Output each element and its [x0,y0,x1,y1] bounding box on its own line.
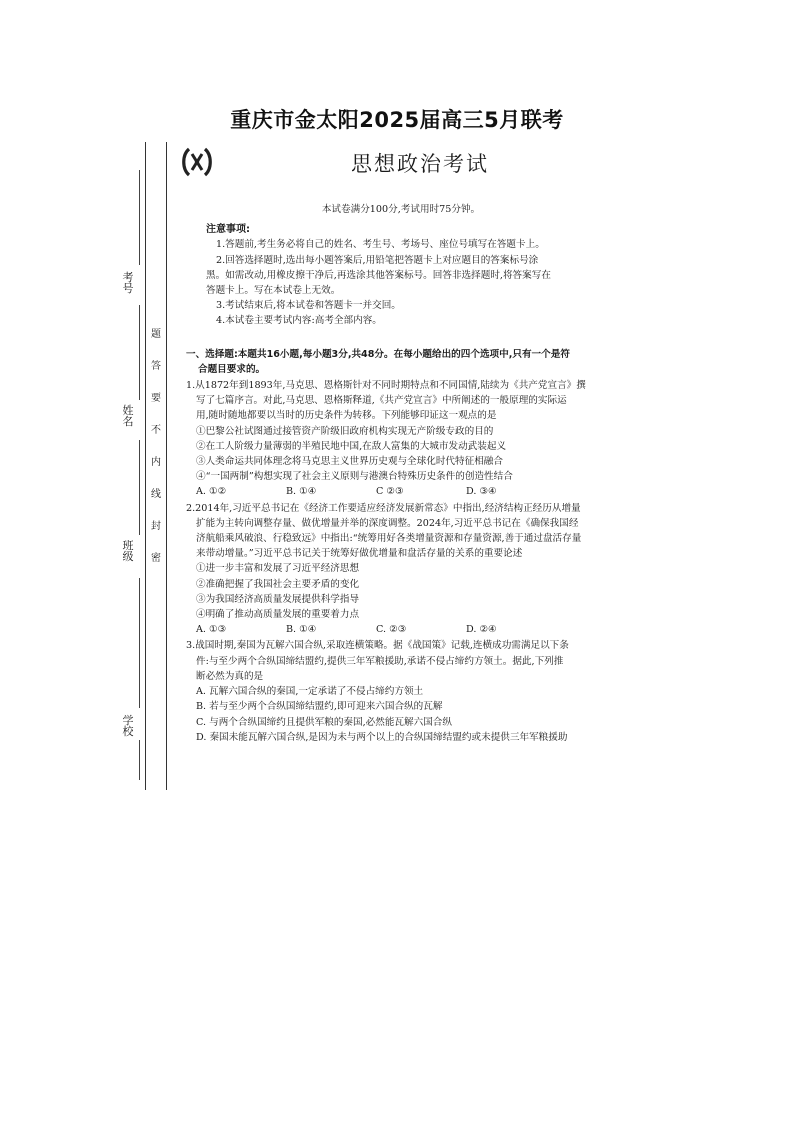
binding-line-inner [166,142,167,790]
question-stem: 济航船乘风破浪、行稳致远》中指出:“统筹用好各类增量资源和存量资源,善于通过盘活存量 [196,533,582,545]
section-heading [186,347,616,377]
seal-char: 题 [151,329,161,340]
question-stem: 来带动增量。”习近平总书记关于统筹好做优增量和盘活存量的关系的重要论述 [196,548,523,560]
statement-item: ④“一国两制”构想实现了社会主义原则与港澳台特殊历史条件的创造性结合 [196,471,513,483]
seal-char: 内 [151,457,161,468]
field-label-xingming: 姓名 [122,404,134,428]
section-heading-line: 一、选择题:本题共16小题,每小题3分,共48分。在每小题给出的四个选项中,只有一个是符 [186,348,570,360]
answer-choices [186,484,616,499]
seal-char: 答 [151,361,161,372]
question-3 [186,638,616,744]
exam-intro: 本试卷满分100分,考试用时75分钟。 [321,204,481,215]
answer-choices [186,622,616,637]
choice-c: C. ②③ [376,624,407,636]
notice-item: 黑。如需改动,用橡皮擦干净后,再选涂其他答案标号。回答非选择题时,将答案写在 [206,269,551,281]
notice-heading: 注意事项: [206,224,250,236]
question-stem: 3.战国时期,秦国为瓦解六国合纵,采取连横策略。据《战国策》记载,连横成功需满足以下条 [186,640,569,652]
statement-item: ①巴黎公社试图通过接管资产阶级旧政府机构实现无产阶级专政的目的 [196,425,494,437]
question-stem: 断必然为真的是 [196,670,264,682]
seal-char: 线 [151,489,161,500]
statement-item: ③人类命运共同体理念将马克思主义世界历史观与全球化时代特征相融合 [196,456,503,468]
choice-a: A. ①② [196,486,227,498]
statement-item: ②在工人阶级力量薄弱的半殖民地中国,在敌人富集的大城市发动武装起义 [196,440,507,452]
question-stem: 写了七篇序言。对此,马克思、恩格斯释道,《共产党宣言》中所阐述的一般原理的实际运 [196,395,567,407]
answer-option: C. 与两个合纵国缔约且提供军粮的秦国,必然能瓦解六国合纵 [196,716,452,728]
question-stem: 扩能为主转向调整存量、做优增量并举的深度调整。2024年,习近平总书记在《确保我国经 [196,517,579,529]
seal-char: 封 [151,521,161,532]
choice-c: C ②③ [376,486,404,498]
field-line-xingming [139,305,140,400]
choice-d: D. ②④ [466,624,497,636]
notice-item: 1.答题前,考生务必将自己的姓名、考生号、考场号、座位号填写在答题卡上。 [216,239,545,251]
paper-title: 思想政治考试 [351,152,489,176]
answer-option: D. 秦国未能瓦解六国合纵,是因为未与两个以上的合纵国缔结盟约或未提供三年军粮援助 [196,731,568,743]
field-label-xuexiao: 学校 [122,714,134,738]
notice-item: 2.回答选择题时,选出每小题答案后,用铅笔把答题卡上对应题目的答案标号涂 [216,254,539,266]
seal-char: 不 [151,425,161,436]
field-line-xuexiao [139,578,140,708]
field-line-kaohao [139,170,140,265]
notice-item: 4.本试卷主要考试内容:高考全部内容。 [216,315,382,327]
statement-item: ③为我国经济高质量发展提供科学指导 [196,593,360,605]
question-stem: 件:与至少两个合纵国缔结盟约,提供三年军粮援助,承诺不侵占缔约方领土。据此,下列推 [196,655,564,667]
choice-a: A. ①③ [196,624,227,636]
notice-item: 3.考试结束后,将本试卷和答题卡一并交回。 [216,300,401,312]
question-1 [186,378,616,500]
question-2 [186,501,616,638]
question-stem: 1.从1872年到1893年,马克思、恩格斯针对不同时期特点和不同国情,陆续为《共产党宣言》撰 [186,380,586,392]
section-heading-line: 合题目要求的。 [198,363,266,375]
question-stem: 2.2014年,习近平总书记在《经济工作要适应经济发展新常态》中指出,经济结构正经历从增量 [186,502,581,514]
choice-b: B. ①④ [286,486,317,498]
statement-item: ①进一步丰富和发展了习近平经济思想 [196,563,360,575]
statement-item: ④明确了推动高质量发展的重要着力点 [196,609,360,621]
field-label-kaohao: 考号 [122,271,134,295]
question-stem: 用,随时随地都要以当时的历史条件为转移。下列能够印证这一观点的是 [196,410,497,422]
exam-content [186,202,616,745]
answer-option: B. 若与至少两个合纵国缔结盟约,即可迎来六国合纵的瓦解 [196,701,443,713]
binding-line-outer [145,142,146,790]
jintaiyang-logo-icon [180,145,214,179]
field-label-banji: 班级 [122,539,134,563]
seal-char: 密 [151,553,161,564]
choice-b: B. ①④ [286,624,317,636]
exam-banner-title: 重庆市金太阳2025届高三5月联考 [230,108,564,132]
field-line-xuexiao-tail [139,740,140,780]
choice-d: D. ③④ [466,486,497,498]
field-line-banji [139,440,140,535]
statement-item: ②准确把握了我国社会主要矛盾的变化 [196,578,360,590]
notice-item: 答题卡上。写在本试卷上无效。 [206,285,341,297]
seal-char: 要 [151,393,161,404]
answer-option: A. 瓦解六国合纵的秦国,一定承诺了不侵占缔约方领土 [196,686,424,698]
